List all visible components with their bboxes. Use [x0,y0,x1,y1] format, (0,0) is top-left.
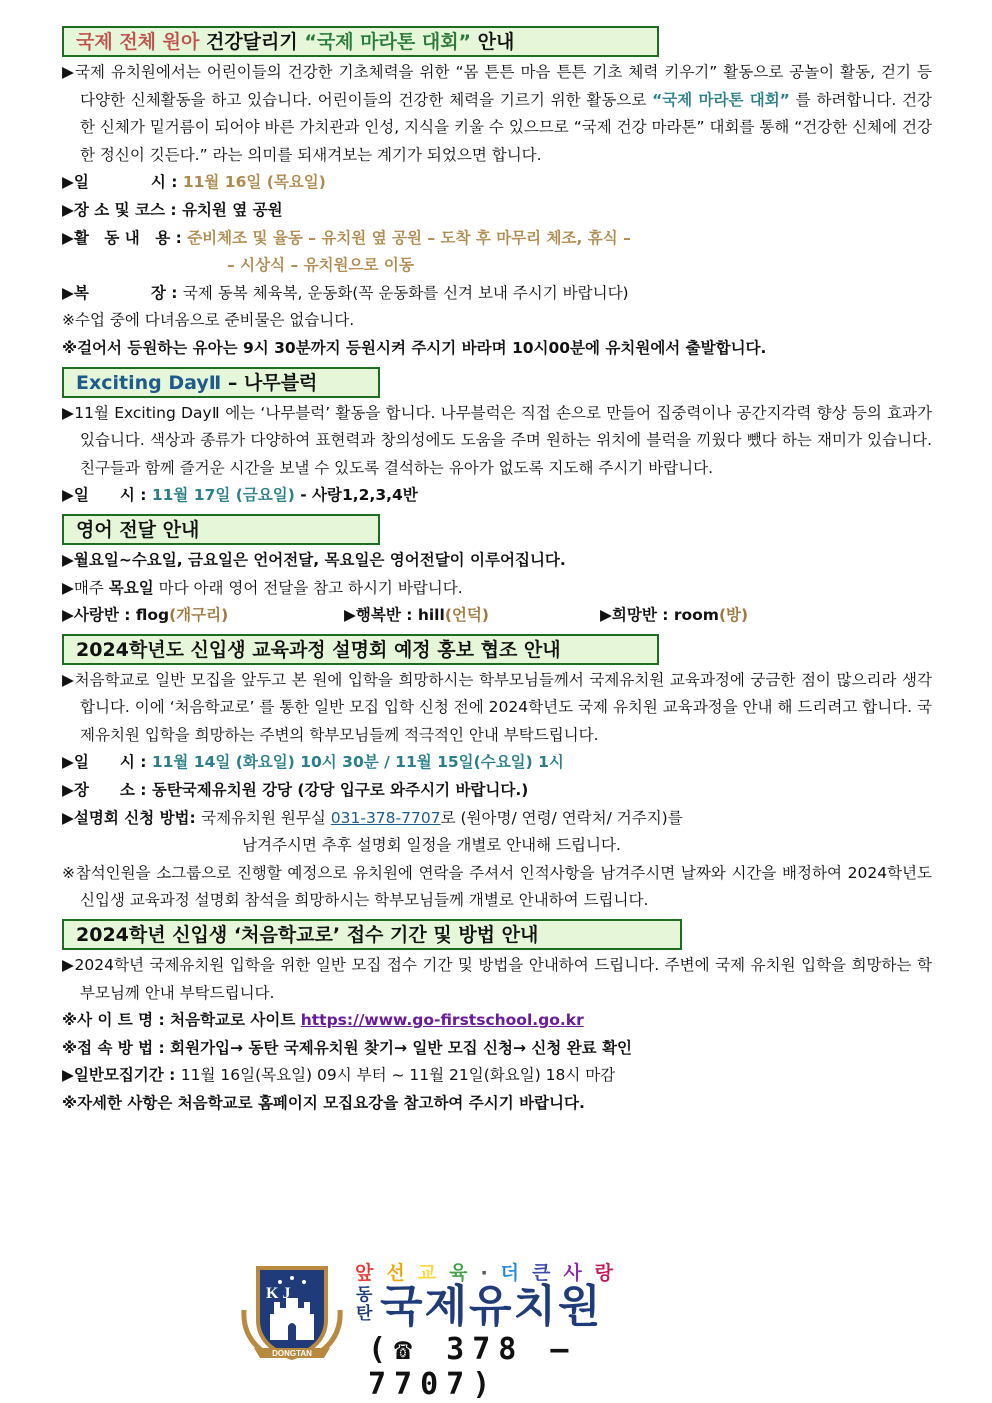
site-link[interactable]: https://www.go-firstschool.go.kr [300,1011,584,1030]
info-session-method [62,805,932,833]
marathon-note: ※수업 중에 다녀옴으로 준비물은 없습니다. [62,311,355,330]
header-part: Exciting DayⅡ [76,371,222,394]
registration-period [62,1062,932,1090]
label: ▶장 소 : [62,781,152,800]
slogan-char: 큰 [532,1262,555,1284]
slogan-char: 선 [386,1262,409,1284]
school-phone: (☎ 378 – 7707) [368,1332,577,1402]
marathon-place [62,197,932,225]
value: 11월 16일 (목요일) [182,173,326,192]
text: 국제유치원 원무실 [201,808,331,827]
text: 로 (원아명/ 연령/ 연락처/ 거주지)를 [440,808,683,827]
newsletter-page [62,26,932,1118]
section-header-info-session [62,634,659,665]
info-session-place [62,777,932,805]
section-header-marathon [62,26,659,57]
text: 마다 아래 영어 전달을 참고 하시기 바랍니다. [153,578,463,597]
label: ▶일 시 : [62,173,183,192]
label: ▶활 동 내 용 : [62,228,188,247]
info-session-description: ▶처음학교로 일반 모집을 앞두고 본 원에 입학을 희망하시는 학부모님들께서 국제유치원 교육과정에 궁금한 점이 많으리라 생각합니다. 이에 ‘처음학교로’ 를 통한 일반 모집 입학 신청 전에 2024학년도 국제 유치원 교육과정을 안내 해 드리려고 합니다. 국제유치원 입학을 희망하는 주변의 학부모님들께 적극적인 안내 부탁드립니다. [62,670,932,744]
header-part: 건강달리기 [199,31,305,53]
info-session-method-cont: 남겨주시면 추후 설명회 일정을 개별로 안내해 드립니다. [242,836,621,855]
marathon-date [62,169,932,197]
section-header-exciting-day [62,367,380,398]
value: 유치원 옆 공원 [181,200,283,219]
marathon-activity [62,225,932,253]
school-name: 국제유치원 [380,1281,603,1332]
header-part: 국제 전체 원아 [76,31,200,53]
highlight-text: “국제 마라톤 대회” [652,90,790,109]
text: ▶행복반 : hill [344,606,445,625]
phone-link[interactable]: 031-378-7707 [330,808,441,827]
text: ▶희망반 : room [600,606,719,625]
info-session-date [62,749,932,777]
registration-site [62,1007,932,1035]
slogan-char: 더 [500,1262,524,1284]
label: ▶일 시 : [62,753,152,772]
header-part: – 나무블럭 [221,371,318,394]
value: 준비체조 및 율동 – 유치원 옆 공원 – 도착 후 마무리 체조, 휴식 – [187,228,631,247]
english-word-haengbok [344,602,600,630]
value: 11월 14일 (화요일) 10시 30분 / 11월 15일(수요일) 1시 [151,753,564,772]
english-word-huimang [600,602,748,630]
marathon-activity-cont [62,252,932,280]
section-header-english [62,514,380,545]
school-footer [240,1258,670,1402]
label: ▶일 시 : [62,486,152,505]
english-word-sarang [62,602,344,630]
exciting-day-description: ▶11월 Exciting DayⅡ 에는 ‘나무블럭’ 활동을 합니다. 나무블럭은 직접 손으로 만들어 집중력이나 공간지각력 향상 등의 효과가 있습니다. 색상과 종류가 다양하여 표현력과 창의성에도 도움을 주며 원하는 위치에 블럭을 끼웠다 뺐다 하는 재미가 있습니다. 친구들과 함께 즐거운 시간을 보낼 수 있도록 결석하는 유아가 없도록 지도해 주시기 바랍니다. [62,403,932,477]
slogan-char: · [480,1262,492,1284]
english-line2 [62,575,932,603]
logo-ribbon: DONGTAN [272,1349,312,1358]
slogan-char: 앞 [355,1262,378,1284]
header-part: 안내 [471,31,515,53]
registration-note: ※자세한 사항은 처음학교로 홈페이지 모집요강을 참고하여 주시기 바랍니다. [62,1094,585,1112]
value: 국제 동복 체육복, 운동화(꼭 운동화를 신겨 보내 주시기 바랍니다) [182,283,629,302]
info-session-note: ※참석인원을 소그룹으로 진행할 예정으로 유치원에 연락을 주셔서 인적사항을 남겨주시면 날짜와 시간을 배정하여 2024학년도 신입생 교육과정 설명회 참석을 희망하시는 학부모님들께 개별로 안내하여 드립니다. [62,863,932,910]
text: ▶매주 [62,578,109,597]
header-part: “국제 마라톤 대회” [304,31,472,53]
slogan-char: 교 [417,1262,441,1284]
text: (방) [718,606,749,625]
slogan-char: 사 [563,1262,586,1284]
english-line1: ▶월요일~수요일, 금요일은 언어전달, 목요일은 영어전달이 이루어집니다. [62,550,566,569]
logo-letters: K J [266,1285,291,1302]
school-logo-icon [240,1260,344,1364]
slogan-char: 랑 [594,1262,618,1284]
exciting-day-date [62,482,932,510]
marathon-note-bold: ※걸어서 등원하는 유아는 9시 30분까지 등원시켜 주시기 바라며 10시00분에 유치원에서 출발합니다. [62,338,767,357]
text: 를 하려합니다. 건강한 신체가 밑거름이 되어야 바른 가치관과 인성, 지식을 키울 수 있으므로 “국제 건강 마라톤” 대회를 통해 “건강한 신체에 건강한 정신이 깃든다.” 라는 의미를 되새겨보는 계기가 되었으면 합니다. [80,90,932,164]
marathon-dress [62,280,932,308]
registration-description: ▶2024학년 국제유치원 입학을 위한 일반 모집 접수 기간 및 방법을 안내하여 드립니다. 주변에 국제 유치원 입학을 희망하는 학부모님께 안내 부탁드립니다. [62,956,932,1002]
label: ※사 이 트 명 : 처음학교로 사이트 [62,1011,301,1030]
label: ▶설명회 신청 방법: [62,808,202,827]
english-words [62,602,932,630]
school-name-prefix: 동탄 [356,1285,373,1324]
label: ▶복 장 : [62,283,183,302]
header-part: 영어 전달 안내 [76,518,200,541]
label: ▶일반모집기간 : [62,1066,181,1085]
slogan-char: 육 [449,1262,472,1284]
text: (언덕) [444,606,489,625]
value: 동탄국제유치원 강당 (강당 입구로 와주시기 바랍니다.) [151,781,529,800]
value: 11월 17일 (금요일) [151,486,295,505]
value: – 시상식 – 유치원으로 이동 [227,256,414,275]
header-part: 2024학년도 신입생 교육과정 설명회 예정 홍보 협조 안내 [76,638,561,661]
text: ▶국제 유치원에서는 어린이들의 건강한 기초체력을 위한 “몸 튼튼 마음 튼튼 기초 체력 키우기” 활동으로 공놀이 활동, 걷기 등 다양한 신체활동을 하고 있습니다. 어린이들의 건강한 체력을 기르기 위한 활동으로 [62,63,932,109]
section-header-registration [62,919,682,950]
registration-access: ※접 속 방 법 : 회원가입→ 동탄 국제유치원 찾기→ 일반 모집 신청→ 신청 완료 확인 [62,1038,632,1057]
header-part: 2024학년 신입생 ‘처음학교로’ 접수 기간 및 방법 안내 [76,924,539,947]
text: (개구리) [169,606,229,625]
text: 목요일 [108,578,154,597]
value-tail: - 사랑1,2,3,4반 [294,486,418,505]
value: 11월 16일(목요일) 09시 부터 ~ 11월 21일(화요일) 18시 마감 [180,1066,616,1085]
text: ▶사랑반 : flog [62,606,170,625]
marathon-description [62,59,932,169]
label: ▶장 소 및 코스 : [62,200,182,219]
